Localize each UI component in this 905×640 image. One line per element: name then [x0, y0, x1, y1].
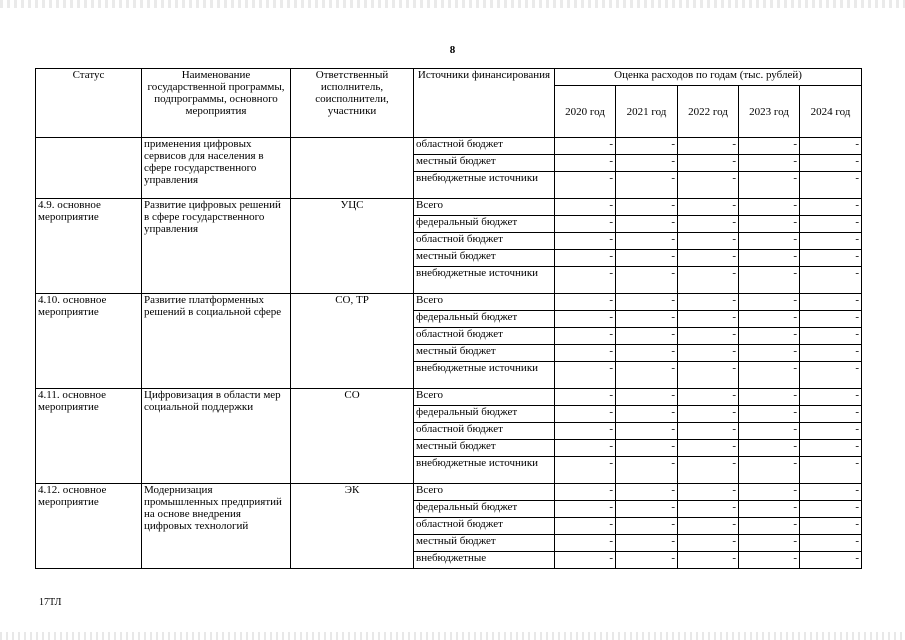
cost-value-cell: - — [800, 172, 862, 199]
cost-value-cell: - — [678, 406, 739, 423]
cost-value-cell: - — [555, 518, 616, 535]
cost-value-cell: - — [739, 172, 800, 199]
cost-value-cell: - — [616, 233, 678, 250]
cost-value-cell: - — [739, 484, 800, 501]
cost-value-cell: - — [739, 155, 800, 172]
cost-value-cell: - — [678, 199, 739, 216]
cost-value-cell: - — [739, 389, 800, 406]
budget-table — [35, 68, 862, 569]
cost-value-cell: - — [616, 362, 678, 389]
status-cell — [36, 138, 142, 199]
cost-value-cell: - — [800, 345, 862, 362]
table-row — [36, 389, 862, 406]
footer-code: 17ТЛ — [39, 597, 62, 608]
funding-source-cell: областной бюджет — [414, 518, 555, 535]
cost-value-cell: - — [800, 501, 862, 518]
cost-value-cell: - — [739, 552, 800, 569]
cost-value-cell: - — [739, 457, 800, 484]
header-year: 2020 год — [555, 86, 616, 138]
cost-value-cell: - — [678, 362, 739, 389]
cost-value-cell: - — [739, 311, 800, 328]
cost-value-cell: - — [739, 250, 800, 267]
cost-value-cell: - — [555, 172, 616, 199]
funding-source-cell: федеральный бюджет — [414, 216, 555, 233]
responsible-cell: СО, ТР — [291, 294, 414, 389]
cost-value-cell: - — [800, 423, 862, 440]
cost-value-cell: - — [800, 406, 862, 423]
funding-source-cell: Всего — [414, 199, 555, 216]
cost-value-cell: - — [678, 501, 739, 518]
cost-value-cell: - — [678, 535, 739, 552]
header-year: 2024 год — [800, 86, 862, 138]
table-row — [36, 484, 862, 501]
cost-value-cell: - — [678, 484, 739, 501]
cost-value-cell: - — [739, 440, 800, 457]
funding-source-cell: внебюджетные источники — [414, 362, 555, 389]
cost-value-cell: - — [800, 535, 862, 552]
header-year: 2022 год — [678, 86, 739, 138]
cost-value-cell: - — [800, 389, 862, 406]
cost-value-cell: - — [739, 328, 800, 345]
cost-value-cell: - — [616, 172, 678, 199]
program-name-cell: применения цифровых сервисов для населения в сфере государственного управления — [142, 138, 291, 199]
cost-value-cell: - — [555, 501, 616, 518]
table-body — [36, 138, 862, 569]
cost-value-cell: - — [616, 216, 678, 233]
cost-value-cell: - — [800, 155, 862, 172]
funding-source-cell: местный бюджет — [414, 345, 555, 362]
cost-value-cell: - — [555, 440, 616, 457]
cost-value-cell: - — [800, 518, 862, 535]
cost-value-cell: - — [678, 138, 739, 155]
cost-value-cell: - — [555, 216, 616, 233]
cost-value-cell: - — [555, 328, 616, 345]
funding-source-cell: федеральный бюджет — [414, 501, 555, 518]
cost-value-cell: - — [616, 199, 678, 216]
cost-value-cell: - — [555, 155, 616, 172]
funding-source-cell: федеральный бюджет — [414, 406, 555, 423]
page-number: 8 — [449, 44, 456, 56]
cost-value-cell: - — [800, 311, 862, 328]
cost-value-cell: - — [678, 172, 739, 199]
cost-value-cell: - — [555, 406, 616, 423]
cost-value-cell: - — [555, 233, 616, 250]
cost-value-cell: - — [555, 457, 616, 484]
status-cell: 4.12. основное мероприятие — [36, 484, 142, 569]
funding-source-cell: местный бюджет — [414, 250, 555, 267]
cost-value-cell: - — [555, 423, 616, 440]
cost-value-cell: - — [800, 216, 862, 233]
cost-value-cell: - — [616, 250, 678, 267]
cost-value-cell: - — [678, 389, 739, 406]
cost-value-cell: - — [616, 552, 678, 569]
cost-value-cell: - — [800, 440, 862, 457]
header-responsible: Ответственный исполнитель, соисполнители, участники — [291, 69, 414, 138]
funding-source-cell: Всего — [414, 294, 555, 311]
cost-value-cell: - — [739, 518, 800, 535]
cost-value-cell: - — [678, 518, 739, 535]
cost-value-cell: - — [555, 389, 616, 406]
cost-value-cell: - — [616, 406, 678, 423]
header-year: 2023 год — [739, 86, 800, 138]
cost-value-cell: - — [800, 138, 862, 155]
cost-value-cell: - — [616, 484, 678, 501]
status-cell: 4.10. основное мероприятие — [36, 294, 142, 389]
cost-value-cell: - — [800, 484, 862, 501]
cost-value-cell: - — [616, 457, 678, 484]
cost-value-cell: - — [678, 552, 739, 569]
status-cell: 4.11. основное мероприятие — [36, 389, 142, 484]
scan-edge-bottom — [0, 632, 905, 640]
scan-edge-top — [0, 0, 905, 8]
cost-value-cell: - — [616, 328, 678, 345]
cost-value-cell: - — [800, 233, 862, 250]
cost-value-cell: - — [739, 535, 800, 552]
funding-source-cell: местный бюджет — [414, 535, 555, 552]
cost-value-cell: - — [739, 138, 800, 155]
cost-value-cell: - — [739, 294, 800, 311]
cost-value-cell: - — [800, 552, 862, 569]
cost-value-cell: - — [555, 294, 616, 311]
cost-value-cell: - — [678, 440, 739, 457]
cost-value-cell: - — [616, 155, 678, 172]
funding-source-cell: Всего — [414, 484, 555, 501]
program-name-cell: Цифровизация в области мер социальной поддержки — [142, 389, 291, 484]
funding-source-cell: внебюджетные — [414, 552, 555, 569]
cost-value-cell: - — [678, 294, 739, 311]
header-name: Наименование государственной программы, подпрограммы, основного мероприятия — [142, 69, 291, 138]
program-name-cell: Развитие платформенных решений в социальной сфере — [142, 294, 291, 389]
cost-value-cell: - — [555, 267, 616, 294]
cost-value-cell: - — [739, 423, 800, 440]
cost-value-cell: - — [616, 267, 678, 294]
cost-value-cell: - — [678, 155, 739, 172]
cost-value-cell: - — [555, 311, 616, 328]
cost-value-cell: - — [800, 199, 862, 216]
cost-value-cell: - — [616, 440, 678, 457]
cost-value-cell: - — [678, 457, 739, 484]
cost-value-cell: - — [555, 345, 616, 362]
funding-source-cell: местный бюджет — [414, 155, 555, 172]
cost-value-cell: - — [616, 311, 678, 328]
cost-value-cell: - — [678, 311, 739, 328]
funding-source-cell: федеральный бюджет — [414, 311, 555, 328]
cost-value-cell: - — [616, 518, 678, 535]
funding-source-cell: областной бюджет — [414, 233, 555, 250]
header-costs: Оценка расходов по годам (тыс. рублей) — [555, 69, 862, 86]
cost-value-cell: - — [678, 250, 739, 267]
cost-value-cell: - — [800, 250, 862, 267]
cost-value-cell: - — [616, 389, 678, 406]
cost-value-cell: - — [800, 457, 862, 484]
cost-value-cell: - — [678, 423, 739, 440]
funding-source-cell: внебюджетные источники — [414, 457, 555, 484]
responsible-cell — [291, 138, 414, 199]
responsible-cell: СО — [291, 389, 414, 484]
cost-value-cell: - — [800, 267, 862, 294]
status-cell: 4.9. основное мероприятие — [36, 199, 142, 294]
cost-value-cell: - — [616, 138, 678, 155]
table-row — [36, 294, 862, 311]
cost-value-cell: - — [800, 294, 862, 311]
cost-value-cell: - — [800, 328, 862, 345]
cost-value-cell: - — [739, 345, 800, 362]
funding-source-cell: областной бюджет — [414, 328, 555, 345]
funding-source-cell: областной бюджет — [414, 138, 555, 155]
cost-value-cell: - — [555, 250, 616, 267]
cost-value-cell: - — [555, 199, 616, 216]
cost-value-cell: - — [739, 233, 800, 250]
responsible-cell: ЭК — [291, 484, 414, 569]
funding-source-cell: областной бюджет — [414, 423, 555, 440]
funding-source-cell: Всего — [414, 389, 555, 406]
cost-value-cell: - — [555, 484, 616, 501]
table-row — [36, 199, 862, 216]
cost-value-cell: - — [555, 552, 616, 569]
cost-value-cell: - — [739, 267, 800, 294]
cost-value-cell: - — [555, 138, 616, 155]
header-sources: Источники финансирования — [414, 69, 555, 138]
cost-value-cell: - — [739, 216, 800, 233]
cost-value-cell: - — [678, 267, 739, 294]
cost-value-cell: - — [678, 216, 739, 233]
cost-value-cell: - — [616, 345, 678, 362]
cost-value-cell: - — [616, 294, 678, 311]
header-status: Статус — [36, 69, 142, 138]
cost-value-cell: - — [800, 362, 862, 389]
program-name-cell: Модернизация промышленных предприятий на основе внедрения цифровых технологий — [142, 484, 291, 569]
cost-value-cell: - — [616, 535, 678, 552]
cost-value-cell: - — [616, 501, 678, 518]
program-name-cell: Развитие цифровых решений в сфере государственного управления — [142, 199, 291, 294]
cost-value-cell: - — [739, 406, 800, 423]
responsible-cell: УЦС — [291, 199, 414, 294]
cost-value-cell: - — [555, 362, 616, 389]
cost-value-cell: - — [739, 199, 800, 216]
header-year: 2021 год — [616, 86, 678, 138]
funding-source-cell: внебюджетные источники — [414, 172, 555, 199]
funding-source-cell: внебюджетные источники — [414, 267, 555, 294]
cost-value-cell: - — [555, 535, 616, 552]
cost-value-cell: - — [739, 362, 800, 389]
table-row — [36, 138, 862, 155]
cost-value-cell: - — [678, 328, 739, 345]
cost-value-cell: - — [739, 501, 800, 518]
funding-source-cell: местный бюджет — [414, 440, 555, 457]
cost-value-cell: - — [678, 345, 739, 362]
cost-value-cell: - — [616, 423, 678, 440]
cost-value-cell: - — [678, 233, 739, 250]
